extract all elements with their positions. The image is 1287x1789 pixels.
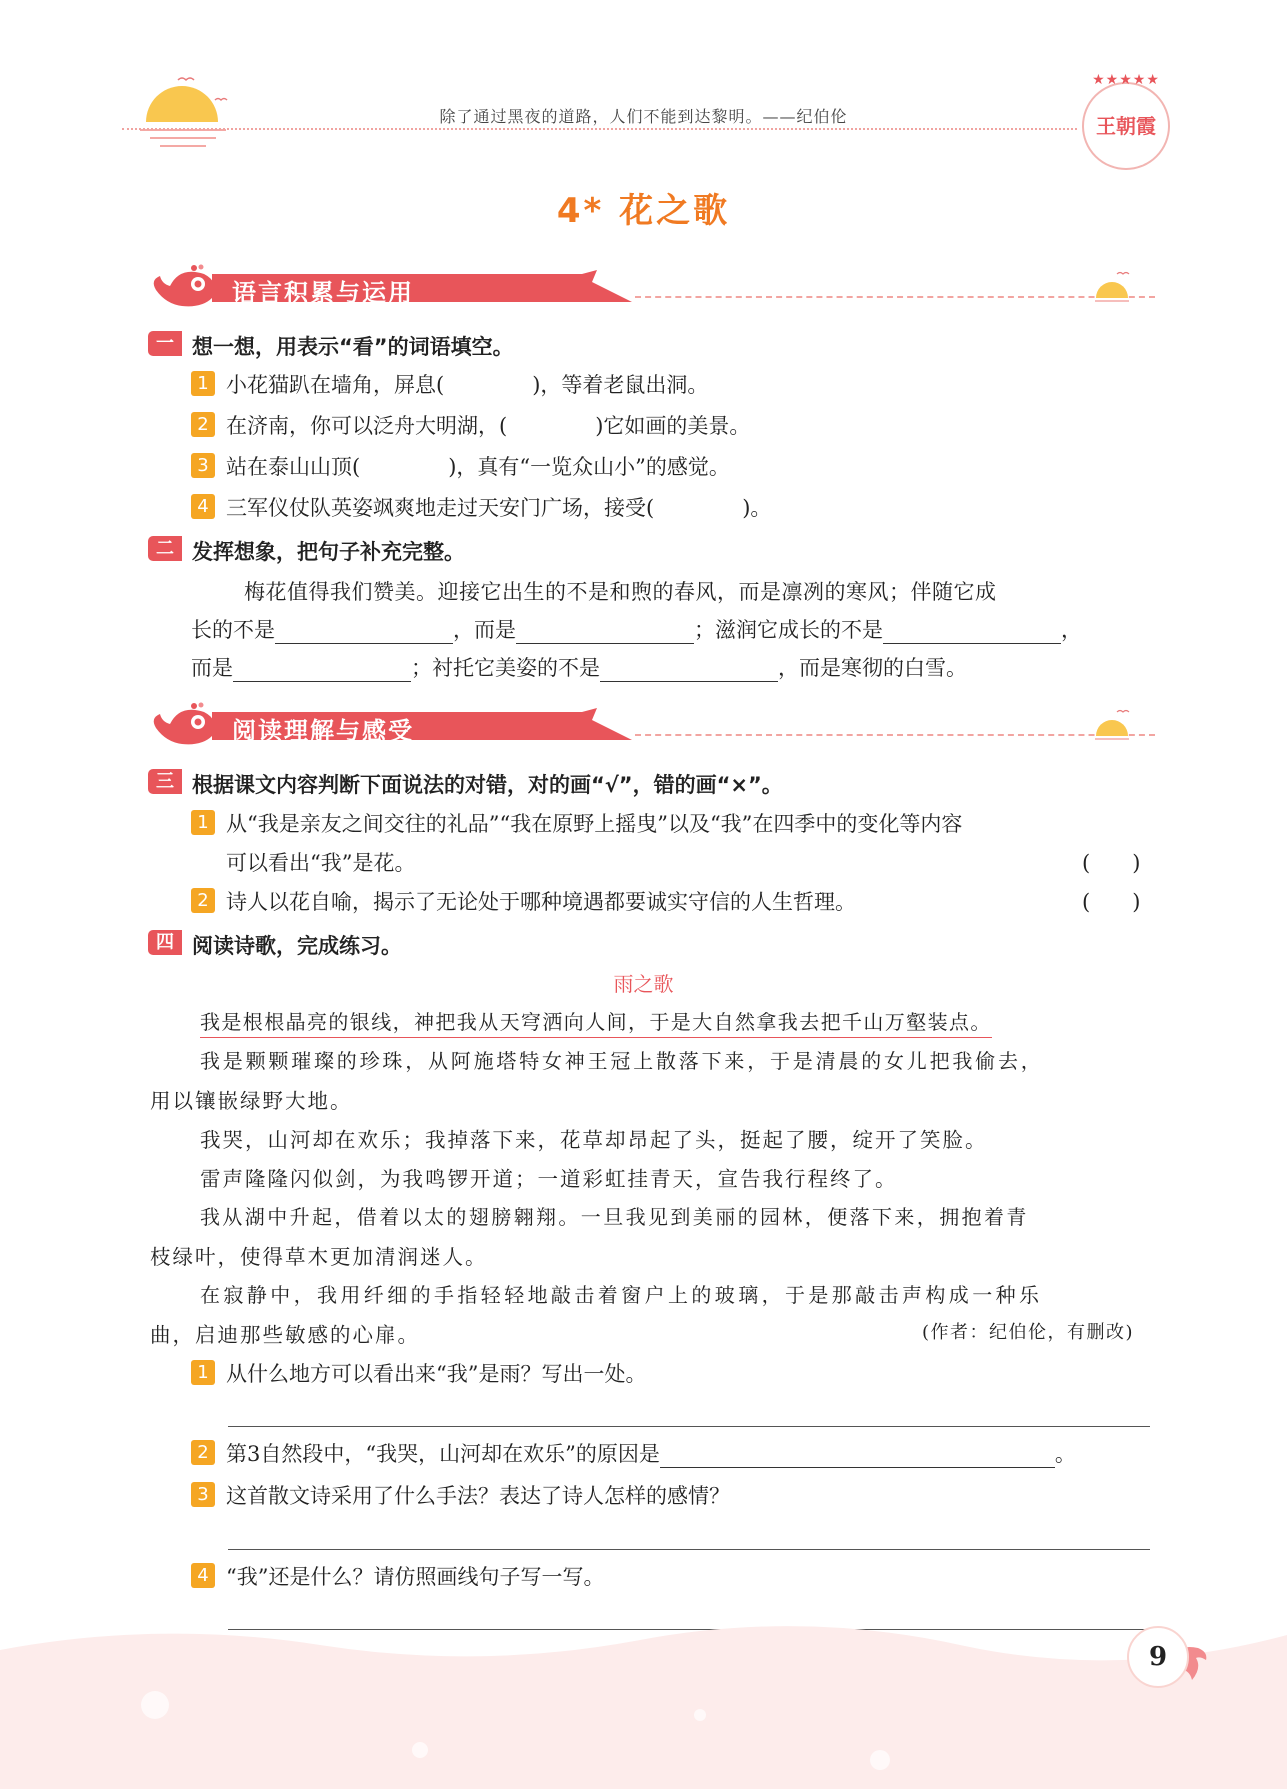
header-quote: 除了通过黑夜的道路，人们不能到达黎明。——纪伯伦 [439,107,848,126]
item-number: 1 [191,810,215,835]
item-number: 1 [191,1360,215,1385]
answer-line[interactable] [228,1426,1150,1427]
answer-blank[interactable] [600,659,778,682]
q4-question-3: 这首散文诗采用了什么手法？表达了诗人怎样的感情？ [226,1484,730,1508]
answer-blank[interactable] [883,621,1061,644]
logo-text: 王朝霞 [1096,114,1156,138]
poem-line: 枝绿叶，使得草木更加清润迷人。 [150,1245,488,1269]
section-label: 阅读理解与感受 [232,717,414,745]
logo-badge [1082,72,1170,170]
item-number: 1 [191,371,215,396]
small-sun-icon [1087,706,1137,746]
banner-dash [635,296,1155,298]
answer-blank[interactable] [660,1445,1055,1468]
question-tag-2: 二 [148,536,182,561]
item-number: 2 [191,1440,215,1465]
poem-line: 雷声隆隆闪似剑，为我鸣锣开道；一道彩虹挂青天，宣告我行程终了。 [200,1167,898,1191]
poem-line: 我是颗颗璀璨的珍珠，从阿施塔特女神王冠上散落下来，于是清晨的女儿把我偷去， [200,1049,1044,1073]
header-divider [122,128,1077,130]
poem-line: 我从湖中升起，借着以太的翅膀翱翔。一旦我见到美丽的园林，便落下来，拥抱着青 [200,1205,1029,1229]
judgment-bracket[interactable]: ( ) [1082,851,1141,875]
question-tag-1: 一 [148,331,182,356]
answer-line[interactable] [228,1549,1150,1550]
logo-stars: ★★★★★ [1092,72,1160,88]
q4-question-2: 第3自然段中，“我哭，山河却在欢乐”的原因是 。 [226,1442,1076,1466]
item-number: 2 [191,888,215,913]
section-banner-accumulation [150,262,1155,312]
q3-item-1-line-1: 从“我是亲友之间交往的礼品”“我在原野上摇曳”以及“我”在四季中的变化等内容 [226,812,963,836]
poem-line: 在寂静中，我用纤细的手指轻轻地敲击着窗户上的玻璃，于是那敲击声构成一种乐 [200,1283,1043,1307]
item-number: 3 [191,453,215,478]
question-tag-4: 四 [148,930,182,955]
q2-line-1: 梅花值得我们赞美。迎接它出生的不是和煦的春风，而是凛冽的寒风；伴随它成 [244,580,997,604]
poem-title: 雨之歌 [613,972,674,996]
judgment-bracket[interactable]: ( ) [1082,890,1141,914]
poem-line: 曲，启迪那些敏感的心扉。 [150,1323,420,1347]
item-number: 4 [191,1563,215,1588]
q4-question-4: “我”还是什么？请仿照画线句子写一写。 [226,1565,605,1589]
q1-item-2: 在济南，你可以泛舟大明湖，( )它如画的美景。 [226,414,751,438]
item-number: 4 [191,494,215,519]
section-label: 语言积累与运用 [232,279,414,307]
lesson-title: 4* 花之歌 [556,191,731,231]
question-tag-3: 三 [148,769,182,794]
question-4-heading: 阅读诗歌，完成练习。 [192,934,402,958]
poem-line: 我哭，山河却在欢乐；我掉落下来，花草却昂起了头，挺起了腰，绽开了笑脸。 [200,1128,988,1152]
answer-blank[interactable] [275,621,453,644]
question-2-heading: 发挥想象，把句子补充完整。 [192,540,465,564]
item-number: 2 [191,412,215,437]
small-sun-icon [1087,268,1137,308]
q4-question-1: 从什么地方可以看出来“我”是雨？写出一处。 [226,1362,647,1386]
q1-item-3: 站在泰山山顶( )，真有“一览众山小”的感觉。 [226,455,730,479]
footer-wave [0,1610,1287,1789]
answer-blank[interactable] [516,621,694,644]
q3-item-1-line-2: 可以看出“我”是花。 [226,851,416,875]
page-number: 9 [1127,1626,1189,1688]
poem-line: 用以镶嵌绿野大地。 [150,1089,353,1113]
poem-credit: (作者：纪伯伦，有删改) [922,1322,1135,1343]
q1-item-4: 三军仪仗队英姿飒爽地走过天安门广场，接受( )。 [226,496,772,520]
poem-line: 我是根根晶亮的银线，神把我从天穹洒向人间，于是大自然拿我去把千山万壑装点。 [200,1006,992,1038]
q2-line-3: 而是 ；衬托它美姿的不是 ，而是寒彻的白雪。 [191,656,967,680]
question-1-heading: 想一想，用表示“看”的词语填空。 [192,335,514,359]
answer-blank[interactable] [233,659,411,682]
q2-line-2: 长的不是 ，而是 ；滋润它成长的不是 ， [191,618,1082,642]
section-banner-reading [150,700,1155,750]
question-3-heading: 根据课文内容判断下面说法的对错，对的画“√”，错的画“×”。 [192,773,783,797]
item-number: 3 [191,1482,215,1507]
q3-item-2: 诗人以花自喻，揭示了无论处于哪种境遇都要诚实守信的人生哲理。 [226,890,856,914]
q1-item-1: 小花猫趴在墙角，屏息( )，等着老鼠出洞。 [226,373,709,397]
banner-dash [635,734,1155,736]
